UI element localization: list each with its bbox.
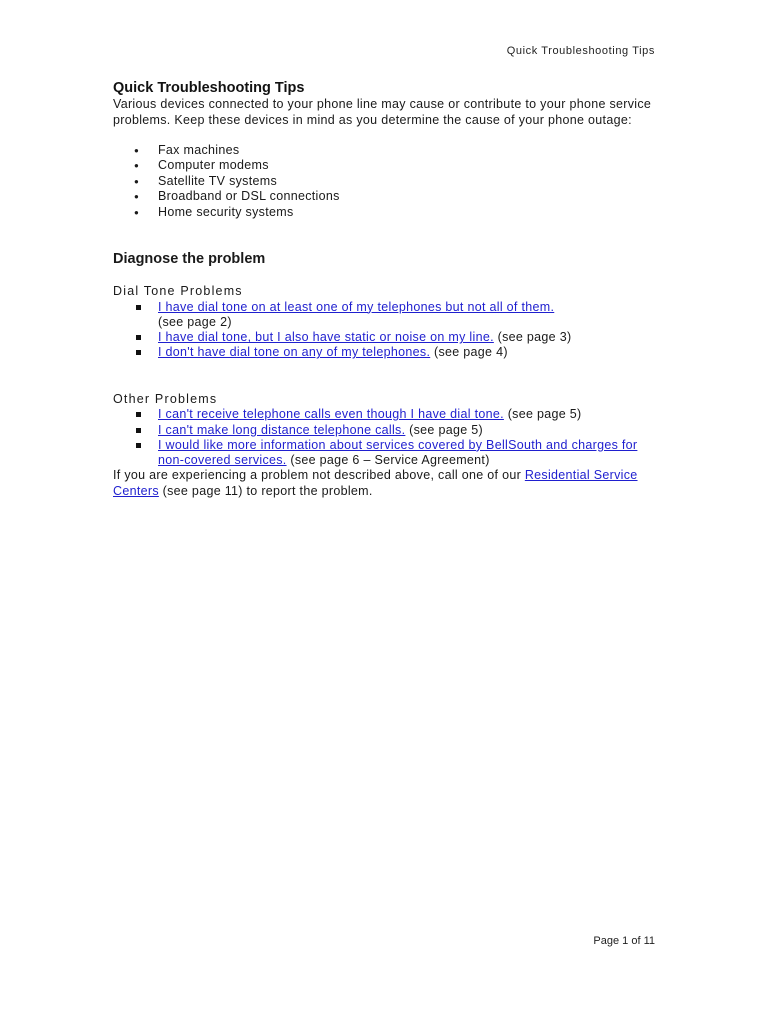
subheading-other: Other Problems <box>113 391 218 406</box>
list-item <box>113 345 658 360</box>
list-item: ● Satellite TV systems <box>113 174 658 189</box>
page-reference: (see page 5) <box>409 422 483 437</box>
closing-prefix: If you are experiencing a problem not described above, call one of our <box>113 468 525 483</box>
list-item <box>113 330 658 345</box>
closing-paragraph <box>113 468 658 499</box>
service-centers-link[interactable]: Residential Service Centers <box>113 468 638 498</box>
list-item: ● Computer modems <box>113 158 658 173</box>
page-reference: (see page 3) <box>497 330 572 345</box>
cant-receive-calls-link[interactable]: I can't receive telephone calls even though I have dial tone. <box>158 407 504 422</box>
list-item: ● Fax machines <box>113 143 658 158</box>
running-header: Quick Troubleshooting Tips <box>506 45 655 57</box>
page-title: Quick Troubleshooting Tips <box>113 80 305 96</box>
content <box>113 79 658 499</box>
list-item <box>113 407 658 422</box>
section-heading-diagnose: Diagnose the problem <box>113 251 266 268</box>
list-item <box>113 300 658 331</box>
page-reference: (see page 2) <box>158 314 232 329</box>
device-list <box>113 143 658 220</box>
intro-paragraph: Various devices connected to your phone line may cause or contribute to your phone service problems. Keep these devices in mind as you determine the cause of your phone outage: <box>113 97 652 127</box>
dial-tone-list <box>113 300 658 361</box>
subheading-dial-tone: Dial Tone Problems <box>113 284 243 299</box>
no-dial-tone-link[interactable]: I don't have dial tone on any of my telephones. <box>158 345 431 360</box>
long-distance-link[interactable]: I can't make long distance telephone calls. <box>158 422 406 437</box>
page-reference: (see page 5) <box>507 407 582 422</box>
page-reference: (see page 6 – Service Agreement) <box>290 453 490 468</box>
closing-suffix: (see page 11) to report the problem. <box>158 483 373 498</box>
list-item <box>113 438 658 469</box>
list-item <box>113 423 658 438</box>
list-item: ● Home security systems <box>113 205 658 220</box>
page-reference: (see page 4) <box>434 345 508 360</box>
static-noise-link[interactable]: I have dial tone, but I also have static or noise on my line. <box>158 330 494 345</box>
page-number: Page 1 of 11 <box>593 935 655 947</box>
list-item: ● Broadband or DSL connections <box>113 189 658 204</box>
other-problems-list <box>113 407 658 468</box>
services-info-link[interactable]: I would like more information about services covered by BellSouth and charges for non-covered services. <box>158 437 638 468</box>
dial-tone-some-phones-link[interactable]: I have dial tone on at least one of my telephones but not all of them. <box>158 299 555 314</box>
